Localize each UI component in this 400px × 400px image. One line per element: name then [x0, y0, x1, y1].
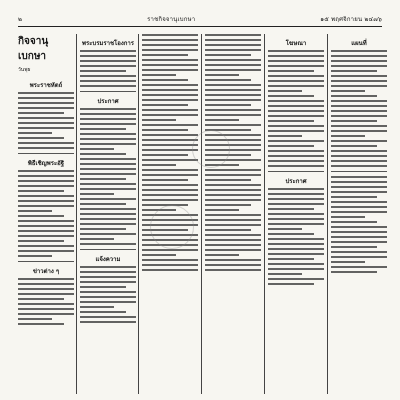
- text-line: [142, 259, 198, 261]
- text-line: [331, 241, 387, 243]
- text-line: [205, 64, 261, 66]
- text-line: [80, 193, 114, 195]
- text-line: [205, 259, 261, 261]
- text-line: [268, 80, 324, 82]
- column-rule: [327, 34, 328, 394]
- text-line: [80, 306, 114, 308]
- text-line: [142, 89, 198, 91]
- text-block: [18, 170, 74, 257]
- text-line: [18, 205, 74, 207]
- text-line: [331, 211, 387, 213]
- text-line: [205, 59, 261, 61]
- text-line: [331, 70, 377, 72]
- text-block: [18, 92, 74, 149]
- page-number: ๒: [18, 16, 23, 23]
- text-line: [142, 64, 198, 66]
- text-line: [80, 243, 136, 245]
- text-line: [331, 150, 387, 152]
- text-line: [268, 155, 324, 157]
- text-line: [205, 49, 261, 51]
- text-line: [331, 140, 387, 142]
- text-block: [268, 188, 324, 285]
- column-rule: [201, 34, 202, 394]
- section-heading: โฆษณา: [285, 40, 307, 47]
- text-line: [268, 213, 324, 215]
- text-line: [142, 189, 198, 191]
- text-line: [268, 135, 302, 137]
- section-heading: ข่าวต่าง ๆ: [32, 268, 60, 275]
- text-line: [331, 226, 387, 228]
- text-line: [80, 50, 136, 52]
- text-line: [80, 158, 136, 160]
- text-line: [18, 278, 74, 280]
- text-block: [80, 266, 136, 323]
- text-line: [331, 256, 387, 258]
- text-line: [268, 258, 314, 260]
- text-block: [18, 278, 74, 325]
- text-line: [331, 135, 365, 137]
- text-line: [205, 124, 261, 126]
- text-line: [142, 119, 176, 121]
- text-line: [18, 318, 52, 320]
- text-line: [268, 193, 324, 195]
- text-line: [331, 50, 387, 52]
- text-line: [142, 194, 198, 196]
- text-line: [205, 264, 261, 266]
- text-line: [18, 220, 74, 222]
- text-line: [80, 80, 136, 82]
- text-line: [142, 54, 188, 56]
- text-line: [142, 109, 198, 111]
- text-line: [331, 95, 377, 97]
- text-line: [18, 147, 74, 149]
- text-line: [331, 60, 387, 62]
- text-line: [80, 108, 136, 110]
- text-line: [205, 104, 251, 106]
- section-heading: พิธีเชิญพระอัฐิ: [27, 160, 65, 167]
- text-line: [80, 118, 136, 120]
- text-line: [205, 44, 261, 46]
- text-line: [268, 223, 324, 225]
- text-line: [268, 165, 324, 167]
- text-line: [142, 134, 198, 136]
- text-line: [331, 80, 387, 82]
- text-line: [268, 60, 324, 62]
- text-line: [268, 278, 324, 280]
- text-line: [205, 194, 261, 196]
- text-line: [331, 145, 377, 147]
- text-line: [80, 123, 136, 125]
- text-line: [205, 199, 261, 201]
- masthead: กิจจานุเบกษา: [18, 36, 49, 62]
- text-line: [80, 168, 136, 170]
- text-line: [268, 228, 302, 230]
- text-line: [268, 95, 314, 97]
- text-line: [268, 85, 324, 87]
- text-line: [80, 218, 136, 220]
- text-line: [142, 264, 198, 266]
- text-line: [268, 100, 324, 102]
- text-line: [18, 132, 52, 134]
- text-line: [268, 70, 314, 72]
- text-line: [80, 271, 136, 273]
- text-line: [268, 263, 324, 265]
- text-line: [142, 139, 198, 141]
- publication-title: ราชกิจจานุเบกษา: [147, 16, 196, 23]
- text-line: [268, 253, 324, 255]
- text-line: [18, 298, 64, 300]
- text-line: [80, 75, 136, 77]
- text-line: [80, 128, 126, 130]
- text-line: [205, 69, 261, 71]
- text-line: [205, 114, 261, 116]
- text-line: [331, 85, 387, 87]
- section-divider: [18, 261, 74, 262]
- text-line: [142, 159, 198, 161]
- text-line: [80, 138, 136, 140]
- text-line: [142, 124, 198, 126]
- text-line: [268, 188, 324, 190]
- text-line: [142, 154, 188, 156]
- text-line: [142, 44, 198, 46]
- text-line: [331, 186, 387, 188]
- text-line: [205, 244, 261, 246]
- text-line: [18, 107, 74, 109]
- text-line: [142, 149, 198, 151]
- text-line: [80, 178, 126, 180]
- text-block: [80, 108, 136, 245]
- text-line: [142, 104, 188, 106]
- text-line: [142, 79, 188, 81]
- text-line: [331, 165, 387, 167]
- text-block: [268, 50, 324, 167]
- text-line: [18, 200, 74, 202]
- text-block: [80, 50, 136, 87]
- text-line: [142, 254, 176, 256]
- text-line: [18, 210, 52, 212]
- text-line: [205, 174, 261, 176]
- text-line: [331, 196, 377, 198]
- text-line: [205, 34, 261, 36]
- text-line: [18, 283, 74, 285]
- running-head: [18, 14, 382, 24]
- text-line: [142, 34, 198, 36]
- text-line: [18, 323, 64, 325]
- text-line: [80, 133, 136, 135]
- text-line: [18, 250, 74, 252]
- text-line: [142, 129, 188, 131]
- text-line: [331, 125, 387, 127]
- text-line: [268, 273, 302, 275]
- text-line: [80, 213, 136, 215]
- text-line: [80, 85, 136, 87]
- text-line: [80, 188, 136, 190]
- text-line: [205, 169, 261, 171]
- text-line: [142, 164, 176, 166]
- text-line: [268, 268, 324, 270]
- text-line: [268, 50, 324, 52]
- text-line: [18, 190, 64, 192]
- text-line: [268, 90, 302, 92]
- text-line: [331, 155, 387, 157]
- text-line: [18, 245, 74, 247]
- text-line: [268, 203, 324, 205]
- text-line: [142, 49, 198, 51]
- text-line: [18, 240, 64, 242]
- text-line: [268, 110, 324, 112]
- text-line: [205, 204, 251, 206]
- column-1: [18, 34, 74, 394]
- text-line: [268, 160, 324, 162]
- column-4: [205, 34, 261, 394]
- text-line: [142, 144, 198, 146]
- text-line: [80, 266, 136, 268]
- text-line: [142, 249, 198, 251]
- text-line: [331, 100, 387, 102]
- text-line: [18, 180, 74, 182]
- text-line: [80, 143, 136, 145]
- section-divider: [80, 249, 136, 250]
- text-line: [205, 269, 261, 271]
- text-line: [18, 255, 52, 257]
- text-line: [331, 266, 387, 268]
- text-line: [205, 234, 261, 236]
- text-line: [331, 261, 365, 263]
- text-line: [205, 249, 261, 251]
- text-line: [80, 60, 136, 62]
- text-line: [80, 296, 136, 298]
- text-line: [205, 99, 261, 101]
- text-line: [80, 203, 126, 205]
- text-line: [205, 94, 261, 96]
- text-line: [18, 293, 74, 295]
- column-2: [80, 34, 136, 394]
- text-line: [205, 214, 261, 216]
- text-line: [18, 308, 74, 310]
- masthead-subtitle: วันพุธ: [18, 67, 31, 73]
- text-line: [268, 140, 324, 142]
- text-line: [18, 92, 74, 94]
- text-block: [331, 176, 387, 273]
- text-line: [18, 142, 74, 144]
- text-line: [331, 201, 387, 203]
- section-divider: [331, 171, 387, 172]
- text-line: [268, 105, 324, 107]
- text-line: [268, 198, 324, 200]
- text-line: [331, 110, 387, 112]
- text-line: [268, 243, 324, 245]
- text-line: [331, 55, 387, 57]
- text-line: [331, 130, 387, 132]
- section-divider: [18, 153, 74, 154]
- top-rule: [18, 26, 382, 27]
- text-line: [268, 65, 324, 67]
- issue-date: ๑๕ พฤศจิกายน ๒๔๗๖: [320, 16, 382, 23]
- text-line: [205, 184, 261, 186]
- text-line: [205, 109, 261, 111]
- text-line: [18, 97, 74, 99]
- text-line: [205, 74, 239, 76]
- text-line: [268, 208, 314, 210]
- text-line: [80, 153, 126, 155]
- text-line: [18, 313, 74, 315]
- text-line: [331, 206, 387, 208]
- text-block: [331, 50, 387, 167]
- section-heading: แผนที่: [351, 40, 367, 47]
- column-rule: [138, 34, 139, 394]
- text-line: [205, 239, 261, 241]
- stamp-mark-1: [150, 205, 194, 249]
- text-line: [18, 195, 74, 197]
- text-line: [331, 65, 387, 67]
- text-line: [18, 122, 74, 124]
- text-line: [18, 117, 74, 119]
- text-line: [268, 120, 314, 122]
- text-line: [80, 65, 136, 67]
- text-line: [142, 269, 198, 271]
- text-line: [18, 170, 74, 172]
- text-line: [142, 199, 198, 201]
- text-line: [142, 94, 198, 96]
- text-line: [331, 176, 387, 178]
- text-line: [331, 75, 387, 77]
- text-line: [268, 238, 324, 240]
- text-line: [205, 209, 239, 211]
- text-line: [331, 160, 387, 162]
- section-heading: พระบรมราชโองการ: [81, 40, 135, 47]
- text-line: [331, 221, 377, 223]
- text-line: [80, 173, 136, 175]
- text-line: [268, 283, 314, 285]
- text-line: [80, 286, 126, 288]
- text-line: [331, 105, 387, 107]
- text-line: [80, 228, 126, 230]
- text-line: [80, 281, 136, 283]
- text-line: [142, 179, 188, 181]
- text-line: [268, 75, 324, 77]
- text-line: [268, 115, 324, 117]
- text-line: [331, 231, 387, 233]
- text-line: [205, 219, 261, 221]
- text-line: [18, 225, 74, 227]
- text-line: [80, 321, 136, 323]
- text-line: [18, 127, 74, 129]
- text-line: [80, 311, 126, 313]
- text-line: [18, 137, 64, 139]
- text-line: [80, 233, 136, 235]
- text-line: [80, 208, 136, 210]
- text-line: [205, 54, 251, 56]
- text-line: [80, 301, 136, 303]
- text-line: [80, 291, 136, 293]
- text-line: [331, 246, 377, 248]
- text-line: [331, 120, 377, 122]
- text-line: [268, 145, 314, 147]
- text-line: [205, 254, 239, 256]
- text-line: [331, 271, 377, 273]
- text-line: [80, 113, 136, 115]
- section-divider: [80, 91, 136, 92]
- text-line: [18, 112, 64, 114]
- text-line: [205, 179, 251, 181]
- text-line: [205, 229, 251, 231]
- section-divider: [268, 171, 324, 172]
- text-line: [142, 39, 198, 41]
- text-line: [18, 175, 74, 177]
- text-line: [18, 235, 74, 237]
- column-rule: [264, 34, 265, 394]
- text-line: [142, 169, 198, 171]
- text-line: [18, 102, 74, 104]
- text-line: [205, 84, 261, 86]
- text-line: [268, 55, 324, 57]
- section-heading: ประกาศ: [285, 178, 307, 185]
- text-line: [18, 185, 74, 187]
- text-line: [268, 125, 324, 127]
- text-line: [268, 218, 324, 220]
- section-heading: พระราชหัตถ์: [29, 82, 63, 89]
- text-line: [331, 191, 387, 193]
- text-line: [205, 224, 261, 226]
- text-line: [268, 248, 324, 250]
- text-line: [142, 174, 198, 176]
- text-line: [268, 130, 324, 132]
- text-line: [268, 233, 314, 235]
- text-line: [80, 238, 114, 240]
- text-line: [205, 189, 261, 191]
- text-line: [80, 70, 126, 72]
- text-line: [205, 119, 239, 121]
- section-heading: แจ้งความ: [95, 256, 121, 263]
- text-line: [331, 251, 387, 253]
- text-line: [331, 236, 387, 238]
- text-line: [142, 84, 198, 86]
- column-6: [331, 34, 387, 394]
- text-line: [331, 181, 387, 183]
- text-line: [142, 99, 198, 101]
- text-line: [268, 150, 324, 152]
- text-line: [331, 115, 387, 117]
- text-line: [80, 198, 136, 200]
- stamp-mark-2: [192, 130, 230, 168]
- text-line: [80, 55, 136, 57]
- text-line: [205, 79, 251, 81]
- text-line: [80, 316, 136, 318]
- text-line: [142, 74, 176, 76]
- column-rule: [76, 34, 77, 394]
- text-line: [331, 90, 365, 92]
- text-line: [18, 288, 74, 290]
- text-line: [18, 303, 74, 305]
- text-line: [80, 183, 136, 185]
- text-line: [142, 184, 198, 186]
- text-line: [80, 148, 114, 150]
- text-line: [18, 215, 64, 217]
- text-line: [80, 163, 136, 165]
- text-line: [80, 276, 136, 278]
- text-line: [205, 39, 261, 41]
- text-line: [205, 89, 261, 91]
- column-5: [268, 34, 324, 394]
- text-line: [331, 216, 365, 218]
- text-line: [142, 69, 198, 71]
- text-line: [142, 59, 198, 61]
- text-line: [18, 230, 74, 232]
- text-line: [80, 223, 136, 225]
- text-line: [142, 114, 198, 116]
- section-heading: ประกาศ: [97, 98, 119, 105]
